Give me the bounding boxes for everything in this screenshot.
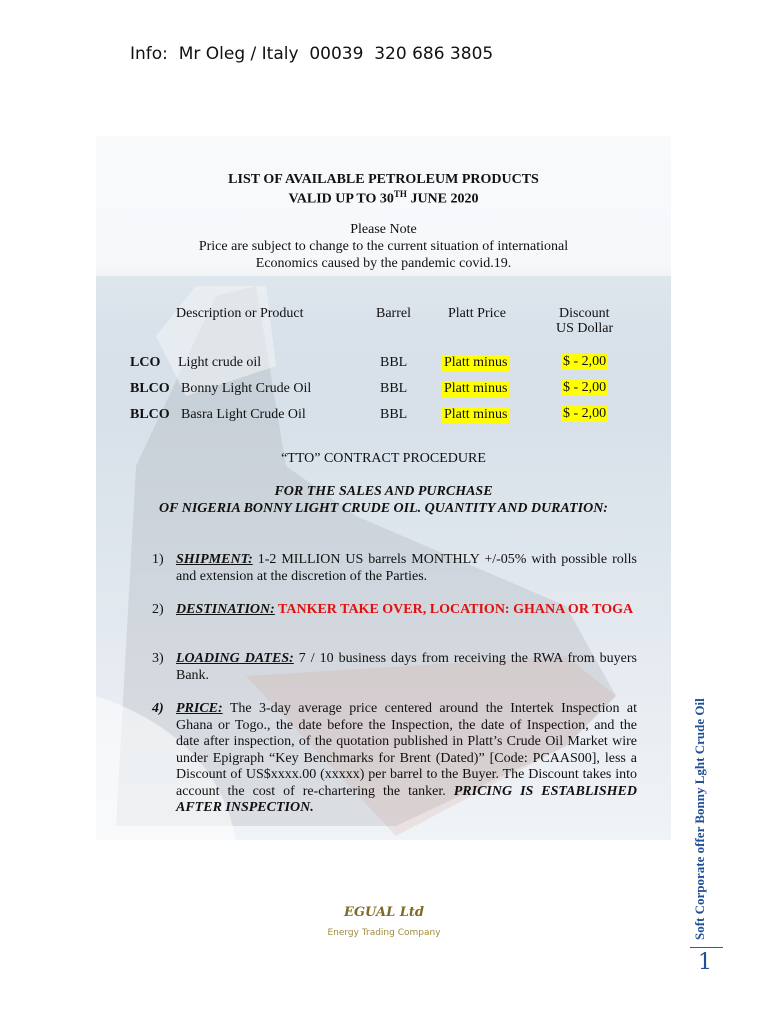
item-text: The 3-day average price centered around the Intertek Inspection at Ghana or Togo., the date before the Inspection, the date of Inspection, and the date after inspection, of the quotation published in Platt’s Crude Oil Market wire under Epigraph “Key Benchmarks for Brent (Dated)” [Code: PCAAS00], less a Discount of US$xxxx.00 (xxxxx) per barrel to the Buyer. The Discount takes into account the cost of re-chartering the tanker. [176,701,637,799]
footer-tagline: Energy Trading Company [327,928,441,938]
page-number: 1 [698,950,712,975]
procedure-subheading-line1: FOR THE SALES AND PURCHASE [274,484,493,499]
table-header-currency: US Dollar [556,321,614,336]
item-label: LOADING DATES: [176,651,294,666]
product-code: BLCO [130,407,170,422]
product-code: BLCO [130,381,170,396]
document-content [96,136,671,840]
document-panel [96,136,671,840]
product-name: Light crude oil [178,355,262,370]
note-line-2: Economics caused by the pandemic covid.19. [255,256,512,271]
item-number: 4) [152,701,164,716]
item-label: PRICE: [176,701,223,716]
product-code: LCO [130,355,161,370]
table-header-barrel: Barrel [376,306,411,321]
title-date-suffix: JUNE 2020 [406,191,479,207]
product-name: Bonny Light Crude Oil [181,381,312,396]
note-line-1: Price are subject to change to the current situation of international [198,239,569,254]
side-divider [690,947,723,948]
table-header-discount: Discount [559,306,610,321]
product-name: Basra Light Crude Oil [181,407,306,422]
product-discount: $ - 2,00 [563,406,607,421]
title-valid-up-to: VALID UP TO 30 [288,191,394,207]
product-barrel: BBL [380,381,408,396]
procedure-item-loading-dates [176,651,637,684]
item-text: 1-2 MILLION US barrels MONTHLY +/-05% with possible rolls and extension at the discretion of the Parties. [176,552,637,584]
product-discount: $ - 2,00 [563,354,607,369]
product-barrel: BBL [380,355,408,370]
item-number: 1) [152,552,164,567]
product-platt: Platt minus [444,381,508,396]
procedure-item-price [176,701,637,817]
note-heading: Please Note [350,222,417,237]
product-barrel: BBL [380,407,408,422]
product-discount: $ - 2,00 [563,380,607,395]
table-header-description: Description or Product [176,306,304,321]
item-number: 3) [152,651,164,666]
document-title-line1: LIST OF AVAILABLE PETROLEUM PRODUCTS [228,172,539,187]
footer-company-name: EGUAL Ltd [344,905,424,920]
item-number: 2) [152,602,164,617]
procedure-item-shipment [176,552,637,585]
table-header-platt: Platt Price [448,306,506,321]
document-title-line2 [96,189,671,208]
side-vertical-title: Soft Corporate offer Bonny Lght Crude Oil [692,698,707,940]
item-label: SHIPMENT: [176,552,253,567]
header-info: Info: Mr Oleg / Italy 00039 320 686 3805 [130,44,494,64]
item-emphasis: PRICING IS ESTABLISHED AFTER INSPECTION. [176,783,637,815]
item-text: 7 / 10 business days from receiving the RWA from buyers Bank. [176,651,637,683]
title-superscript: TH [393,189,407,199]
procedure-heading: “TTO” CONTRACT PROCEDURE [281,451,486,466]
procedure-item-destination [176,602,637,619]
procedure-subheading-line2: OF NIGERIA BONNY LIGHT CRUDE OIL. QUANTITY AND DURATION: [159,501,608,516]
product-platt: Platt minus [444,355,508,370]
product-platt: Platt minus [444,407,508,422]
item-text: TANKER TAKE OVER, LOCATION: GHANA OR TOGA [274,602,634,617]
item-label: DESTINATION: [176,602,275,617]
